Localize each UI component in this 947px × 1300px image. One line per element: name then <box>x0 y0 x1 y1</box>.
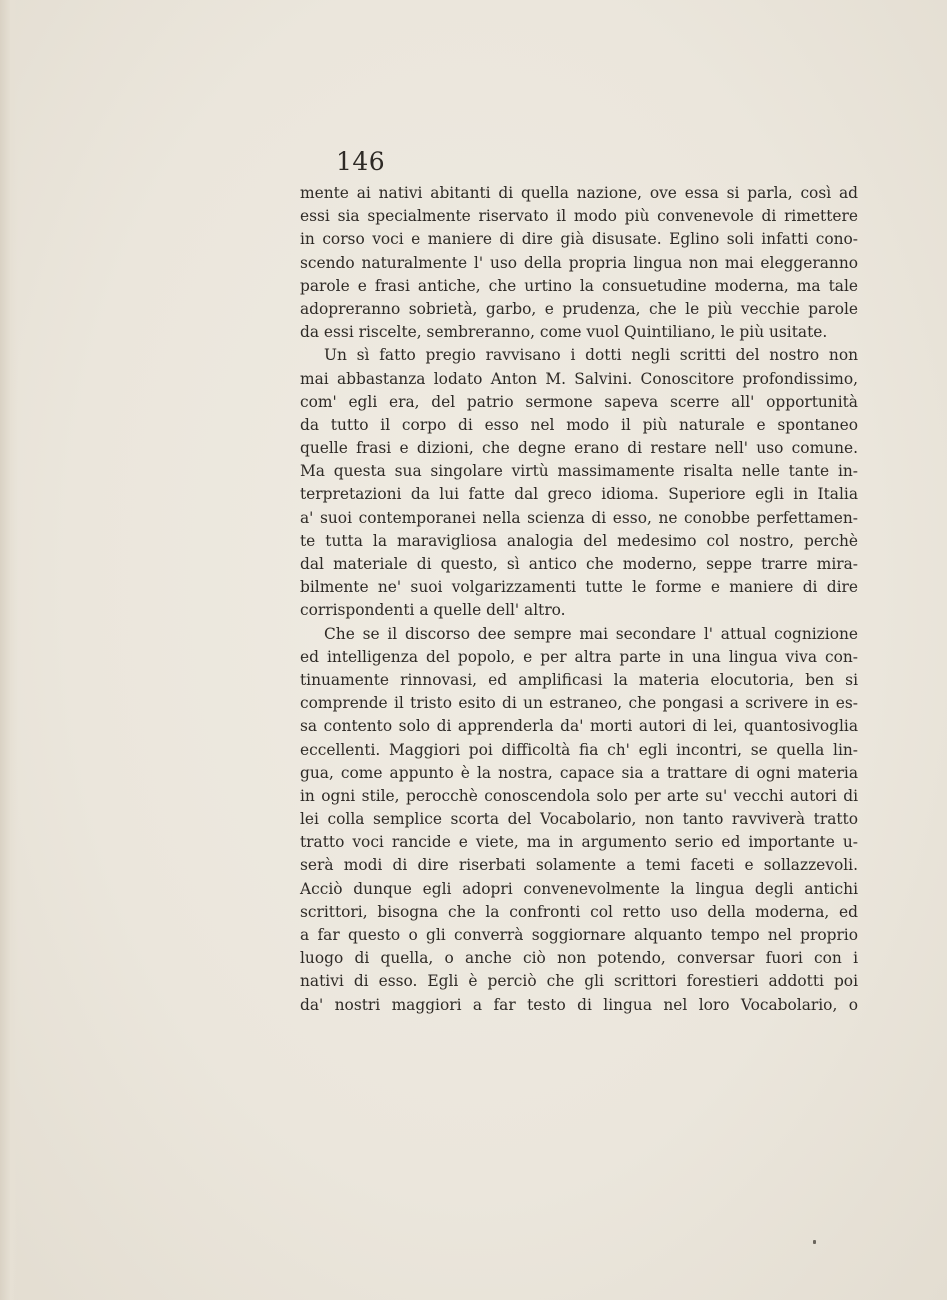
text-line: in ogni stile, perocchè conoscendola solo per arte su' vecchi autori di <box>300 786 858 805</box>
text-line: nativi di esso. Egli è perciò che gli scrittori forestieri addotti poi <box>300 972 858 991</box>
text-line: serà modi di dire riserbati solamente a temi faceti e sollazzevoli. <box>300 856 858 875</box>
text-line: mai abbastanza lodato Anton M. Salvini. Conoscitore profondissimo, <box>300 369 858 388</box>
text-line: te tutta la maravigliosa analogia del medesimo col nostro, perchè <box>300 531 858 550</box>
text-line: luogo di quella, o anche ciò non potendo, conversar fuori con i <box>300 949 858 968</box>
text-line: adopreranno sobrietà, garbo, e prudenza, che le più vecchie parole <box>300 299 858 318</box>
text-line: comprende il tristo esito di un estraneo, che pongasi a scrivere in es- <box>300 694 858 713</box>
text-line: scendo naturalmente l' uso della propria lingua non mai eleggeranno <box>300 253 858 272</box>
text-line: ed intelligenza del popolo, e per altra parte in una lingua viva con- <box>300 647 858 666</box>
text-line: a' suoi contemporanei nella scienza di esso, ne conobbe perfettamen- <box>300 508 858 527</box>
body-text <box>300 182 858 1017</box>
text-line: eccellenti. Maggiori poi difficoltà fia ch' egli incontri, se quella lin- <box>300 740 858 759</box>
text-line: bilmente ne' suoi volgarizzamenti tutte le forme e maniere di dire <box>300 578 858 597</box>
ink-speck <box>813 1240 816 1244</box>
text-line: Che se il discorso dee sempre mai secondare l' attual cognizione <box>324 624 858 643</box>
text-line: da tutto il corpo di esso nel modo il più naturale e spontaneo <box>300 415 858 434</box>
text-line: Un sì fatto pregio ravvisano i dotti negli scritti del nostro non <box>324 346 858 365</box>
text-line: da essi riscelte, sembreranno, come vuol Quintiliano, le più usitate. <box>300 323 828 342</box>
text-line: corrispondenti a quelle dell' altro. <box>300 601 566 620</box>
text-line: essi sia specialmente riservato il modo più convenevole di rimettere <box>300 207 858 226</box>
text-line: scrittori, bisogna che la confronti col retto uso della moderna, ed <box>300 902 858 921</box>
text-line: a far questo o gli converrà soggiornare alquanto tempo nel proprio <box>300 926 858 944</box>
text-line: lei colla semplice scorta del Vocabolario, non tanto ravviverà tratto <box>300 810 858 829</box>
text-line: dal materiale di questo, sì antico che moderno, seppe trarre mira- <box>300 555 858 573</box>
text-line: in corso voci e maniere di dire già disusate. Eglino soli infatti cono- <box>300 230 858 249</box>
text-line: Acciò dunque egli adopri convenevolmente la lingua degli antichi <box>300 879 858 898</box>
text-line: sa contento solo di apprenderla da' morti autori di lei, quantosivoglia <box>300 717 858 736</box>
text-line: parole e frasi antiche, che urtino la consuetudine moderna, ma tale <box>300 276 858 295</box>
text-line: com' egli era, del patrio sermone sapeva scerre all' opportunità <box>300 392 858 411</box>
text-line: terpretazioni da lui fatte dal greco idioma. Superiore egli in Italia <box>300 485 858 504</box>
page-number: 146 <box>336 147 386 176</box>
text-line: Ma questa sua singolare virtù massimamente risalta nelle tante in- <box>300 462 858 481</box>
text-line: mente ai nativi abitanti di quella nazione, ove essa si parla, così ad <box>300 184 858 202</box>
page-binding-edge <box>0 0 18 1300</box>
text-line: quelle frasi e dizioni, che degne erano di restare nell' uso comune. <box>300 439 858 458</box>
text-line: tratto voci rancide e viete, ma in argumento serio ed importante u- <box>300 833 858 852</box>
text-line: tinuamente rinnovasi, ed amplificasi la materia elocutoria, ben si <box>300 670 858 689</box>
text-line: da' nostri maggiori a far testo di lingua nel loro Vocabolario, o <box>300 995 858 1014</box>
text-line: gua, come appunto è la nostra, capace sia a trattare di ogni materia <box>300 763 858 782</box>
